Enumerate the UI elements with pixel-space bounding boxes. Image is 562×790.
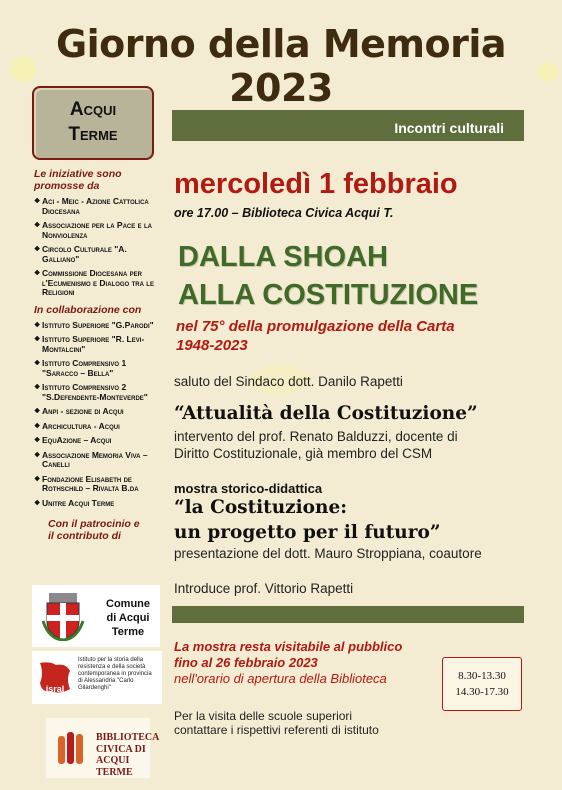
talk-title: “Attualità della Costituzione” xyxy=(174,403,478,424)
acqui-line1: Acqui xyxy=(69,99,117,120)
schools-info: Per la visita delle scuole superiori contattare i rispettivi referenti di istituto xyxy=(174,709,379,737)
list-item: ❖ Istituto Superiore "G.Parodi" xyxy=(34,319,154,330)
event-date: mercoledì 1 febbraio xyxy=(174,168,458,200)
list-item: ❖ Commissione Diocesana per l'Ecumenismo e Dialogo tra le Religioni xyxy=(34,268,154,297)
books-icon xyxy=(56,730,90,766)
list-item: ❖ Anpi - sezione di Acqui xyxy=(34,406,124,416)
mostra-title: “la Costituzione: un progetto per il futuro” xyxy=(174,497,441,543)
partners-heading: In collaborazione con xyxy=(34,303,142,316)
promoters-heading: Le iniziative sono promosse da xyxy=(34,168,122,192)
mostra-label: mostra storico-didattica xyxy=(174,481,323,496)
headline-line1: DALLA SHOAH xyxy=(178,241,388,273)
subheadline: nel 75° della promulgazione della Carta 1948-2023 xyxy=(176,318,455,354)
list-item: ❖ Fondazione Elisabeth de Rothschild – Rivalta B.da xyxy=(34,473,139,493)
sidebar xyxy=(34,168,162,542)
patronage-heading: Con il patrocinio e il contributo di xyxy=(48,518,140,542)
list-item: ❖ Unitre Acqui Terme xyxy=(34,497,115,508)
page-title: Giorno della Memoria 2023 xyxy=(55,22,507,110)
acqui-terme-box xyxy=(32,86,154,160)
introduce-text: Introduce prof. Vittorio Rapetti xyxy=(174,581,354,596)
comune-logo xyxy=(32,585,160,647)
list-item: ❖ Istituto Superiore "R. Levi-Montalcini" xyxy=(34,334,145,354)
crest-icon xyxy=(41,591,85,641)
list-item: ❖ Associazione Memoria Viva – Canelli xyxy=(34,449,148,469)
isral-label: Istituto per la storia della resistenza e della società contemporanea in provincia di Alessandria "Carlo Gilardenghi" xyxy=(78,657,152,691)
svg-text:isral: isral xyxy=(45,684,65,694)
biblioteca-label: BIBLIOTECA CIVICA DI ACQUI TERME xyxy=(96,732,160,778)
headline xyxy=(178,238,478,314)
event-time-place: ore 17.00 – Biblioteca Civica Acqui T. xyxy=(174,206,394,220)
talk-desc: intervento del prof. Renato Balduzzi, docente di Diritto Costituzionale, già membro del CSM xyxy=(174,429,458,461)
divider-bar xyxy=(172,606,524,623)
incontri-banner: Incontri culturali xyxy=(172,110,524,141)
biblioteca-logo xyxy=(46,718,160,778)
acqui-line2: Terme xyxy=(68,124,118,145)
list-item: ❖ Circolo Culturale "A. Galliano" xyxy=(34,244,127,264)
mostra-desc: presentazione del dott. Mauro Stroppiana, coautore xyxy=(174,546,482,561)
opening-hours-box: 8.30-13.30 14.30-17.30 xyxy=(442,657,522,711)
list-item: ❖ Archicultura - Acqui xyxy=(34,420,120,431)
isral-logo xyxy=(32,651,162,704)
visit-info: La mostra resta visitabile al pubblico fino al 26 febbraio 2023 nell'orario di apertura della Biblioteca xyxy=(174,639,403,686)
list-item: ❖ Associazione per la Pace e la Nonviolenza xyxy=(34,220,152,240)
list-item: ❖ EquAzione – Acqui xyxy=(34,435,112,445)
list-item: ❖ Istituto Comprensivo 2 "S.Defendente-Monteverde" xyxy=(34,382,148,402)
list-item: ❖ Istituto Comprensivo 1 "Saracco – Bella" xyxy=(34,358,127,378)
saluto-text: saluto del Sindaco dott. Danilo Rapetti xyxy=(174,374,403,389)
isral-map-icon xyxy=(36,659,74,697)
headline-line2: ALLA COSTITUZIONE xyxy=(178,279,479,311)
comune-label: Comune di Acqui Terme xyxy=(106,598,150,638)
list-item: ❖ Aci - Meic - Azione Cattolica Diocesana xyxy=(34,196,149,216)
